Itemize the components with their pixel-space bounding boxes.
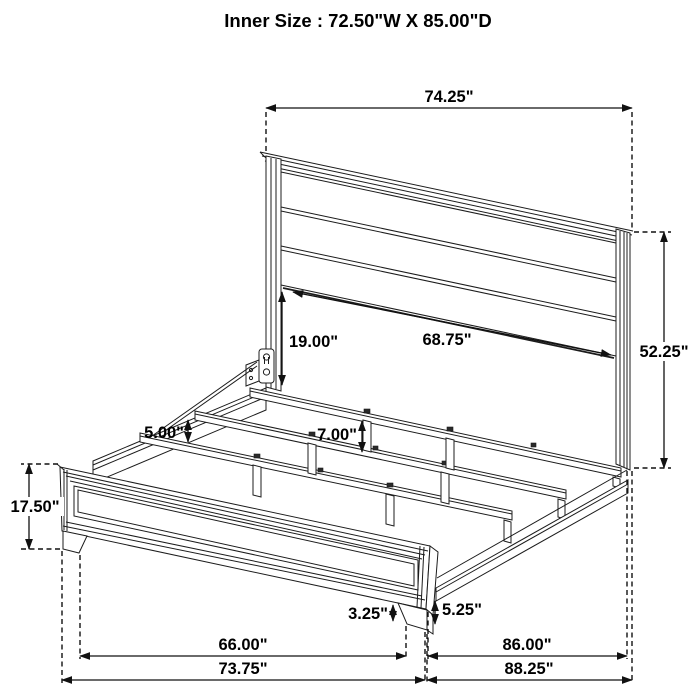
extension-lines [21,112,671,683]
headboard [260,152,633,470]
dim-label-rail-clearance: 5.25" [442,601,482,619]
slat-leg [441,472,449,504]
dim-label-slat-leg-height: 7.00" [317,426,357,444]
headboard-right-post [616,229,630,470]
dim-label-footboard-height: 17.50" [10,498,60,516]
dim-label-headboard-height: 52.25" [639,343,689,361]
slat-leg [363,420,371,452]
slat-leg [308,443,316,475]
headboard-top-molding [260,152,633,243]
dimension-lines [29,108,664,680]
dim-label-headboard-width: 74.25" [424,88,474,106]
slat-leg [253,465,261,497]
dim-label-side-length: 86.00" [502,636,552,654]
bracket-flange [246,360,259,386]
slat-leg [446,438,454,470]
dim-label-inner-width-bottom: 66.00" [218,636,268,654]
dim-label-headboard-to-rail: 19.00" [289,333,339,351]
dim-label-footboard-clearance: 3.25" [348,605,388,623]
dim-label-outer-width-bottom: 73.75" [218,660,268,678]
dim-label-inner-panel-width: 68.75" [422,331,472,349]
slat-leg [386,494,394,526]
title-inner-size: Inner Size : 72.50"W X 85.00"D [224,10,492,31]
rail-bracket [246,349,274,386]
dim-label-overall-length: 88.25" [504,660,554,678]
dim-label-rail-board-height: 5.00" [144,424,184,442]
